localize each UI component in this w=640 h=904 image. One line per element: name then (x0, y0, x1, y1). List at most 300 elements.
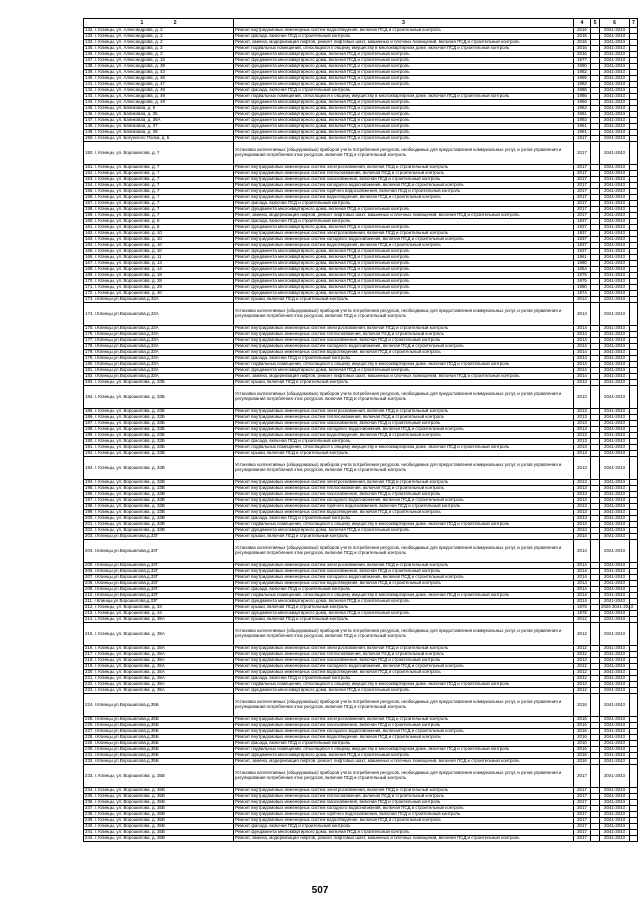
row-number: 221. (85, 675, 94, 681)
address-text: г.Клинцы,ул.Ворошилова,д.35Б (94, 716, 159, 722)
row-number: 203. (85, 533, 94, 539)
row-number: 143. (85, 93, 94, 99)
year-cell: 1975 (574, 605, 591, 611)
year-cell: 1986 (574, 100, 591, 106)
address-text: г. Клинцы, ул. Ворошилова, д. 7 (94, 170, 160, 176)
work-type-cell: Установка коллективных (общедомовых) приборов учета потребления ресурсов, необходимых для предоставления коммунальных услуг, и узлов управления и регулирования потребления этих ресурсов, включая ПСД и строительный контроль (234, 142, 574, 165)
work-type-cell: Ремонт фундамента многоквартирного дома, включая ПСД и строительный контроль (234, 273, 574, 279)
period-cell: 2041-2043 (600, 368, 630, 374)
address-text: г. Клинцы, ул. Александрова, д. 2 (94, 45, 163, 51)
row-number: 184. (85, 393, 94, 399)
row-number: 142. (85, 87, 94, 93)
year-cell: 1954 (574, 267, 591, 273)
row-number: 199. (85, 509, 94, 515)
year-cell: 2017 (574, 165, 591, 171)
period-cell: 2041-2043 (600, 356, 630, 362)
address-text: г. Клинцы, ул. Ворошилова, д. 33В (94, 485, 165, 491)
row-number: 225. (85, 716, 94, 722)
address-cell (84, 386, 234, 409)
year-cell: 2014 (574, 326, 591, 332)
work-type-cell: Ремонт внутридомовых инженерных систем электроснабжения, включая ПСД и строительный контроль (234, 409, 574, 415)
table-row (84, 540, 638, 563)
year-cell: 2017 (574, 824, 591, 830)
year-cell: 1975 (574, 273, 591, 279)
period-cell: 2041-2043 (600, 528, 630, 534)
table-row (84, 836, 638, 842)
work-type-cell: Ремонт внутридомовых инженерных систем газоснабжения, включая ПСД и строительный контроль (234, 658, 574, 664)
period-cell: 2041-2043 (600, 219, 630, 225)
row-number: 201. (85, 521, 94, 527)
column-number: 7 (630, 19, 638, 28)
year-cell: 2012 (574, 658, 591, 664)
address-text: г. Клинцы, ул. Бапиковаа, д. 5 (94, 105, 156, 111)
work-type-cell: Ремонт фундамента многоквартирного дома, включая ПСД и строительный контроль (234, 118, 574, 124)
empty-cell (630, 386, 638, 409)
period-cell: 2041-2043 (600, 88, 630, 94)
address-text: г. Клинцы, ул. Ворошилова, д. 33В (94, 464, 165, 470)
year-cell: 2014 (574, 587, 591, 593)
work-type-cell: Ремонт фундамента многоквартирного дома, включая ПСД и строительный контроль (234, 130, 574, 136)
address-text: г. Клинцы, ул. Ворошилова, д. 35А (94, 630, 165, 636)
period-cell: 2041-2043 (600, 676, 630, 682)
year-cell: 2017 (574, 189, 591, 195)
work-type-cell: Ремонт фундамента многоквартирного дома, включая ПСД и строительный контроль (234, 261, 574, 267)
address-text: г.Клинцы,ул.Ворошилова,д.33Г (94, 592, 159, 598)
address-text: г.Клинцы,ул.Ворошилова,д.33А (94, 331, 159, 337)
address-text: г. Клинцы, ул. Ворошилова, д. 35В (94, 811, 165, 817)
work-type-cell: Установка коллективных (общедомовых) приборов учета потребления ресурсов, необходимых для предоставления коммунальных услуг, и узлов управления и регулирования потребления этих ресурсов, включая ПСД и строительный контроль (234, 694, 574, 717)
year-cell: 2017 (574, 201, 591, 207)
period-cell: 2041-2043 (600, 611, 630, 617)
row-number: 209. (85, 586, 94, 592)
address-text: г. Клинцы, ул. Александрова, д. 2 (94, 39, 163, 45)
year-cell: 2017 (574, 177, 591, 183)
period-cell: 2041-2043 (600, 587, 630, 593)
address-text: г.Клинцы,ул.Ворошилова,д.35Б (94, 758, 159, 764)
period-cell: 2041-2043 (600, 76, 630, 82)
year-cell: 2017 (574, 806, 591, 812)
work-type-cell: Ремонт фасада, включая ПСД и строительный контроль (234, 439, 574, 445)
period-cell: 2041-2043 (600, 285, 630, 291)
period-cell: 2041-2043 (600, 581, 630, 587)
year-cell: 2017 (574, 812, 591, 818)
work-type-cell: Установка коллективных (общедомовых) приборов учета потребления ресурсов, необходимых для предоставления коммунальных услуг, и узлов управления и регулирования потребления этих ресурсов, включая ПСД и строительный контроль (234, 386, 574, 409)
work-type-cell: Ремонт фундамента многоквартирного дома, включая ПСД и строительный контроль (234, 267, 574, 273)
work-type-cell: Ремонт внутридомовых инженерных систем холодного водоснабжения, включая ПСД и строительный контроль (234, 344, 574, 350)
period-cell: 2041-2043 (600, 445, 630, 451)
work-type-cell: Ремонт внутридомовых инженерных систем водоотведения, включая ПСД и строительный контроль (234, 670, 574, 676)
work-type-cell: Ремонт внутридомовых инженерных систем теплоснабжения, включая ПСД и строительный контроль (234, 794, 574, 800)
row-number: 179. (85, 349, 94, 355)
period-cell: 2041-2043 (600, 540, 630, 563)
row-number: 206. (85, 568, 94, 574)
address-text: г. Клинцы, ул. Ворошилова, д. 35А (94, 651, 165, 657)
period-cell: 2041-2043 (600, 415, 630, 421)
year-cell: 2014 (574, 368, 591, 374)
period-cell: 2041-2043 (600, 664, 630, 670)
address-text: г. Клинцы, ул. Ворошилова, д. 33Б (94, 426, 165, 432)
period-cell: 2041-2043 (600, 94, 630, 100)
work-type-cell: Ремонт внутридомовых инженерных систем теплоснабжения, включая ПСД и строительный контроль (234, 486, 574, 492)
address-text: г.Клинцы,ул.Ворошилова,д.33А (94, 349, 159, 355)
work-type-cell: Ремонт фундамента многоквартирного дома, включая ПСД и строительный контроль (234, 255, 574, 261)
row-number: 228. (85, 734, 94, 740)
period-cell: 2041-2043 (600, 439, 630, 445)
period-cell: 2041-2043 (600, 788, 630, 794)
year-cell: 2012 (574, 688, 591, 694)
row-number: 227. (85, 728, 94, 734)
address-text: г.Клинцы,ул.Ворошилова,д.33Г (94, 568, 159, 574)
address-text: г.Клинцы,ул.Ворошилова,д.33А (94, 296, 159, 302)
year-cell: 2016 (574, 729, 591, 735)
year-cell: 2013 (574, 415, 591, 421)
work-type-cell: Ремонт внутридомовых инженерных систем газоснабжения, включая ПСД и строительный контроль (234, 177, 574, 183)
address-cell (84, 765, 234, 788)
address-text: г. Клинцы, ул. Александрова, д. 47 (94, 81, 165, 87)
period-cell: 2041-2043 (600, 332, 630, 338)
year-cell: 2016 (574, 753, 591, 759)
row-number: 235. (85, 793, 94, 799)
row-number: 191. (85, 444, 94, 450)
work-type-cell: Ремонт фасада, включая ПСД и строительный контроль (234, 356, 574, 362)
address-text: г. Клинцы, ул. Александрова, д. 49 (94, 99, 165, 105)
address-text: г.Клинцы,ул.Ворошилова,д.33А (94, 361, 159, 367)
address-text: г. Клинцы, ул. Ворошилова, д. 18 (94, 272, 162, 278)
period-cell: 2041-2043 (600, 136, 630, 142)
year-cell: 1980 (574, 261, 591, 267)
row-number: 164. (85, 242, 94, 248)
address-text: г.Клинцы,ул.Ворошилова,д.33Г (94, 533, 159, 539)
row-number: 239. (85, 817, 94, 823)
period-cell: 2041-2043 (600, 255, 630, 261)
address-text: г. Клинцы, ул. Ворошилова, д. 33В (94, 515, 165, 521)
row-number: 219. (85, 663, 94, 669)
period-cell: 2041-2043 (600, 652, 630, 658)
address-text: г. Клинцы, ул. Ворошилова, д. 29 (94, 284, 162, 290)
column-number: 6 (600, 19, 630, 28)
row-number: 202. (85, 527, 94, 533)
row-number: 195. (85, 485, 94, 491)
address-text: г. Клинцы, ул. Александрова, д. 43 (94, 69, 165, 75)
period-cell: 2041-2043 (600, 46, 630, 52)
period-cell: 2041-2043 (600, 189, 630, 195)
period-cell: 2041-2043 (600, 273, 630, 279)
period-cell: 2041-2043 (600, 569, 630, 575)
work-type-cell: Ремонт внутридомовых инженерных систем водоотведения, включая ПСД и строительный контроль (234, 243, 574, 249)
year-cell: 1961 (574, 124, 591, 130)
row-number: 220. (85, 669, 94, 675)
row-number: 197. (85, 497, 94, 503)
row-number: 190. (85, 438, 94, 444)
table-row (84, 623, 638, 646)
row-number: 148. (85, 123, 94, 129)
work-type-cell: Ремонт подвальных помещений, относящихся к общему имуществу в многоквартирном доме, включая ПСД и строительный контроль (234, 362, 574, 368)
work-type-cell: Ремонт подвальных помещений, относящихся к общему имуществу в многоквартирном доме, включая ПСД и строительный контроль (234, 445, 574, 451)
row-number: 193. (85, 464, 94, 470)
address-text: г. Клинцы, ул. Ворошилова, д. 34 (94, 604, 162, 610)
year-cell: 2016 (574, 723, 591, 729)
row-number: 133. (85, 33, 94, 39)
row-number: 222. (85, 681, 94, 687)
empty-cell (591, 623, 600, 646)
empty-cell (591, 142, 600, 165)
year-cell: 2016 (574, 759, 591, 765)
year-cell: 1980 (574, 285, 591, 291)
row-number: 151. (85, 164, 94, 170)
address-text: г. Клинцы, ул. Ворошилова, д. 35А (94, 616, 165, 622)
period-cell: 2041-2043 (600, 741, 630, 747)
address-text: г. Клинцы, ул. Ворошилова, д. 14 (94, 266, 162, 272)
column-number: 5 (591, 19, 600, 28)
period-cell: 2041-2043 (600, 575, 630, 581)
year-cell: 2013 (574, 504, 591, 510)
period-cell: 2041-2043 (600, 457, 630, 480)
year-cell: 2014 (574, 350, 591, 356)
column-number: 1 2 (84, 19, 234, 28)
row-number: 139. (85, 69, 94, 75)
row-number: 173. (85, 296, 94, 302)
empty-cell (630, 142, 638, 165)
year-cell: 2017 (574, 195, 591, 201)
work-type-cell: Ремонт внутридомовых инженерных систем электроснабжения, включая ПСД и строительный контроль (234, 326, 574, 332)
period-cell: 2041-2043 (600, 617, 630, 623)
work-type-cell: Ремонт фасада, включая ПСД и строительный контроль (234, 676, 574, 682)
period-cell: 2041-2043 (600, 70, 630, 76)
address-text: г. Клинцы, ул. Ворошилова, д. 35В (94, 829, 165, 835)
work-type-cell: Ремонт крыши, включая ПСД и строительный контроль (234, 605, 574, 611)
work-type-cell: Ремонт фундамента многоквартирного дома, включая ПСД и строительный контроль (234, 100, 574, 106)
empty-cell (630, 623, 638, 646)
year-cell: 2013 (574, 486, 591, 492)
address-text: г.Клинцы,ул.Ворошилова,д.33Г (94, 586, 159, 592)
row-number: 200. (85, 515, 94, 521)
year-cell: 1986 (574, 88, 591, 94)
year-cell: 2014 (574, 534, 591, 540)
work-type-cell: Ремонт внутридомовых инженерных систем водоотведения, включая ПСД и строительный контроль (234, 581, 574, 587)
year-cell: 2014 (574, 297, 591, 303)
period-cell: 2041-2043 (600, 338, 630, 344)
row-number: 147. (85, 117, 94, 123)
address-text: г. Клинцы, ул. Ворошилова, д. 35А (94, 669, 165, 675)
address-text: г. Клинцы, ул. Ворошилова, д. 10 (94, 230, 162, 236)
address-text: г. Клинцы, ул. Ворошилова, д. 33В (94, 509, 165, 515)
row-number: 211. (85, 598, 94, 604)
year-cell: 1937 (574, 219, 591, 225)
work-type-cell: Ремонт фундамента многоквартирного дома, включая ПСД и строительный контроль (234, 70, 574, 76)
year-cell: 1961 (574, 130, 591, 136)
row-number: 161. (85, 224, 94, 230)
address-text: г. Клинцы, ул. Бапиковаа, д. 38 (94, 129, 158, 135)
address-text: г. Клинцы, ул. Ворошилова, д. 35В (94, 787, 165, 793)
row-number: 141. (85, 81, 94, 87)
period-cell: 2041-2043 (600, 806, 630, 812)
work-type-cell: Ремонт внутридомовых инженерных систем водоотведения, включая ПСД и строительный контроль (234, 510, 574, 516)
period-cell: 2041-2043 (600, 646, 630, 652)
address-text: г. Клинцы, ул. Ворошилова, д. 35В (94, 793, 165, 799)
year-cell: 2014 (574, 362, 591, 368)
work-type-cell: Ремонт подвальных помещений, относящихся к общему имуществу в многоквартирном доме, включая ПСД и строительный контроль (234, 94, 574, 100)
row-number: 135. (85, 45, 94, 51)
work-type-cell: Ремонт подвальных помещений, относящихся к общему имуществу в многоквартирном доме, включая ПСД и строительный контроль (234, 46, 574, 52)
work-type-cell: Установка коллективных (общедомовых) приборов учета потребления ресурсов, необходимых для предоставления коммунальных услуг, и узлов управления и регулирования потребления этих ресурсов, включая ПСД и строительный контроль (234, 765, 574, 788)
period-cell: 2041-2043 (600, 599, 630, 605)
address-text: г. Клинцы, ул. Александрова, д. 39 (94, 63, 165, 69)
work-type-cell: Ремонт крыши, включая ПСД и строительный контроль (234, 297, 574, 303)
row-number: 177. (85, 337, 94, 343)
work-type-cell: Ремонт фундамента многоквартирного дома, включая ПСД и строительный контроль (234, 830, 574, 836)
work-type-cell: Ремонт внутридомовых инженерных систем электроснабжения, включая ПСД и строительный контроль (234, 563, 574, 569)
year-cell: 2017 (574, 788, 591, 794)
empty-cell (630, 303, 638, 326)
year-cell: 2014 (574, 563, 591, 569)
row-number: 176. (85, 331, 94, 337)
period-cell: 2041-2043 (600, 249, 630, 255)
year-cell: 2013 (574, 528, 591, 534)
work-type-cell: Ремонт фундамента многоквартирного дома, включая ПСД и строительный контроль (234, 753, 574, 759)
address-text: г. Клинцы, ул. Ворошилова, д. 33Б (94, 420, 165, 426)
document-sheet (83, 18, 637, 842)
row-number: 137. (85, 57, 94, 63)
address-text: г. Клинцы, ул. Ворошилова, д. 7 (94, 206, 160, 212)
work-type-cell: Ремонт фундамента многоквартирного дома, включая ПСД и строительный контроль (234, 58, 574, 64)
row-number: 157. (85, 200, 94, 206)
year-cell: 2017 (574, 213, 591, 219)
period-cell: 2041-2043 (600, 451, 630, 457)
table-row (84, 457, 638, 480)
row-number: 156. (85, 194, 94, 200)
period-cell: 2041-2043 (600, 386, 630, 409)
work-type-cell: Ремонт фундамента многоквартирного дома, включая ПСД и строительный контроль (234, 112, 574, 118)
row-number: 213. (85, 610, 94, 616)
row-number: 240. (85, 823, 94, 829)
period-cell: 2041-2043 (600, 52, 630, 58)
work-type-cell: Ремонт внутридомовых инженерных систем газоснабжения, включая ПСД и строительный контроль (234, 338, 574, 344)
year-cell: 2017 (574, 800, 591, 806)
year-cell: 2017 (574, 183, 591, 189)
address-text: г.Клинцы,ул.Ворошилова,д.35Б (94, 722, 159, 728)
address-text: г. Клинцы, ул. Богунского Полка, д. 5 (94, 135, 170, 141)
address-text: г.Клинцы,ул.Ворошилова,д.33А (94, 367, 159, 373)
address-text: г. Клинцы, ул. Ворошилова, д. 10 (94, 242, 162, 248)
empty-cell (591, 836, 600, 842)
address-text: г. Клинцы, ул. Ворошилова, д. 33Б (94, 414, 165, 420)
row-number: 196. (85, 491, 94, 497)
address-text: г.Клинцы,ул.Ворошилова,д.33Г (94, 574, 159, 580)
work-type-cell: Ремонт фасада, включая ПСД и строительный контроль (234, 34, 574, 40)
period-cell: 2041-2043 (600, 534, 630, 540)
year-cell: 2012 (574, 676, 591, 682)
row-number: 181. (85, 367, 94, 373)
year-cell: 2016 (574, 28, 591, 34)
year-cell: 2014 (574, 569, 591, 575)
work-type-cell: Ремонт внутридомовых инженерных систем водоотведения, включая ПСД и строительный контроль (234, 195, 574, 201)
period-cell: 2041-2043 (600, 350, 630, 356)
work-type-cell: Ремонт внутридомовых инженерных систем горячего водоснабжения, включая ПСД и строительный контроль (234, 812, 574, 818)
address-text: г. Клинцы, ул. Александрова, д. 49 (94, 93, 165, 99)
address-text: г. Клинцы, ул. Ворошилова, д. 28 (94, 278, 162, 284)
period-cell: 2041-2043 (600, 498, 630, 504)
year-cell: 2014 (574, 575, 591, 581)
work-type-cell: Ремонт фундамента многоквартирного дома, включая ПСД и строительный контроль (234, 82, 574, 88)
address-text: г. Клинцы, ул. Ворошилова, д. 7 (94, 176, 160, 182)
year-cell: 2013 (574, 510, 591, 516)
address-cell (84, 836, 234, 842)
year-cell: 2017 (574, 142, 591, 165)
work-type-cell: Ремонт фундамента многоквартирного дома, включая ПСД и строительный контроль (234, 291, 574, 297)
period-cell: 2041-2043 (600, 723, 630, 729)
address-text: г. Клинцы, ул. Александрова, д. 49 (94, 87, 165, 93)
period-cell: 2041-2043 (600, 231, 630, 237)
address-text: г. Клинцы, ул. Ворошилова, д. 33Б (94, 393, 165, 399)
address-text: г. Клинцы, ул. Ворошилова, д. 7 (94, 188, 160, 194)
address-text: г.Клинцы,ул.Ворошилова,д.33А (94, 325, 159, 331)
work-type-cell: Ремонт внутридомовых инженерных систем электроснабжения, включая ПСД и строительный контроль (234, 231, 574, 237)
table-row (84, 765, 638, 788)
address-text: г.Клинцы,ул.Ворошилова,д.35Б (94, 752, 159, 758)
year-cell: 2016 (574, 717, 591, 723)
row-number: 198. (85, 503, 94, 509)
table-row (84, 386, 638, 409)
year-cell: 2014 (574, 356, 591, 362)
row-number: 153. (85, 176, 94, 182)
row-number: 229. (85, 740, 94, 746)
work-type-cell: Установка коллективных (общедомовых) приборов учета потребления ресурсов, необходимых для предоставления коммунальных услуг, и узлов управления и регулирования потребления этих ресурсов, включая ПСД и строительный контроль (234, 623, 574, 646)
row-number: 232. (85, 758, 94, 764)
period-cell: 2041-2043 (600, 510, 630, 516)
row-number: 208. (85, 580, 94, 586)
work-type-cell: Ремонт внутридомовых инженерных систем электроснабжения, включая ПСД и строительный контроль (234, 788, 574, 794)
row-number: 154. (85, 182, 94, 188)
empty-cell (630, 836, 638, 842)
row-number: 238. (85, 811, 94, 817)
year-cell: 2017 (574, 207, 591, 213)
year-cell: 2014 (574, 540, 591, 563)
address-cell (84, 303, 234, 326)
year-cell: 2017 (574, 171, 591, 177)
row-number: 132. (85, 27, 94, 33)
period-cell: 2041-2043 (600, 112, 630, 118)
row-number: 188. (85, 426, 94, 432)
address-text: г. Клинцы, ул. Ворошилова, д. 33В (94, 521, 165, 527)
period-cell: 2041-2043 (600, 516, 630, 522)
row-number: 179. (85, 355, 94, 361)
work-type-cell: Ремонт внутридомовых инженерных систем теплоснабжения, включая ПСД и строительный контроль (234, 332, 574, 338)
address-text: г. Клинцы, ул. Бапиковаа, д. 37 (94, 123, 158, 129)
work-type-cell: Ремонт фасада, включая ПСД и строительный контроль (234, 219, 574, 225)
work-type-cell: Установка коллективных (общедомовых) приборов учета потребления ресурсов, необходимых для предоставления коммунальных услуг, и узлов управления и регулирования потребления этих ресурсов, включая ПСД и строительный контроль (234, 303, 574, 326)
address-text: г.Клинцы,ул.Ворошилова,д.35Б (94, 746, 159, 752)
work-type-cell: Ремонт внутридомовых инженерных систем теплоснабжения, включая ПСД и строительный контроль (234, 652, 574, 658)
address-text: г. Клинцы, ул. Ворошилова, д. 11 (94, 254, 162, 260)
row-number: 167. (85, 260, 94, 266)
period-cell: 2041-2043 (600, 812, 630, 818)
row-number: 242. (85, 835, 94, 841)
period-cell: 2041-2043 (600, 100, 630, 106)
address-text: г.Клинцы,ул.Ворошилова,д.35Б (94, 701, 159, 707)
row-number: 192. (85, 450, 94, 456)
year-cell: 1937 (574, 249, 591, 255)
year-cell: 2016 (574, 694, 591, 717)
period-cell: 2041-2043 (600, 836, 630, 842)
address-text: г. Клинцы, ул. Ворошилова, д. 35А (94, 657, 165, 663)
period-cell: 2041-2043 (600, 623, 630, 646)
address-text: г.Клинцы,ул.Ворошилова,д.33А (94, 355, 159, 361)
work-type-cell: Ремонт, замена, модернизация лифтов, ремонт лифтовых шахт, машинных и блочных помещений, включая ПСД и строительный контроль (234, 759, 574, 765)
row-number: 160. (85, 218, 94, 224)
period-cell: 2041-2043 (600, 800, 630, 806)
row-number: 212. (85, 604, 94, 610)
work-type-cell: Ремонт фасада, включая ПСД и строительный контроль (234, 516, 574, 522)
